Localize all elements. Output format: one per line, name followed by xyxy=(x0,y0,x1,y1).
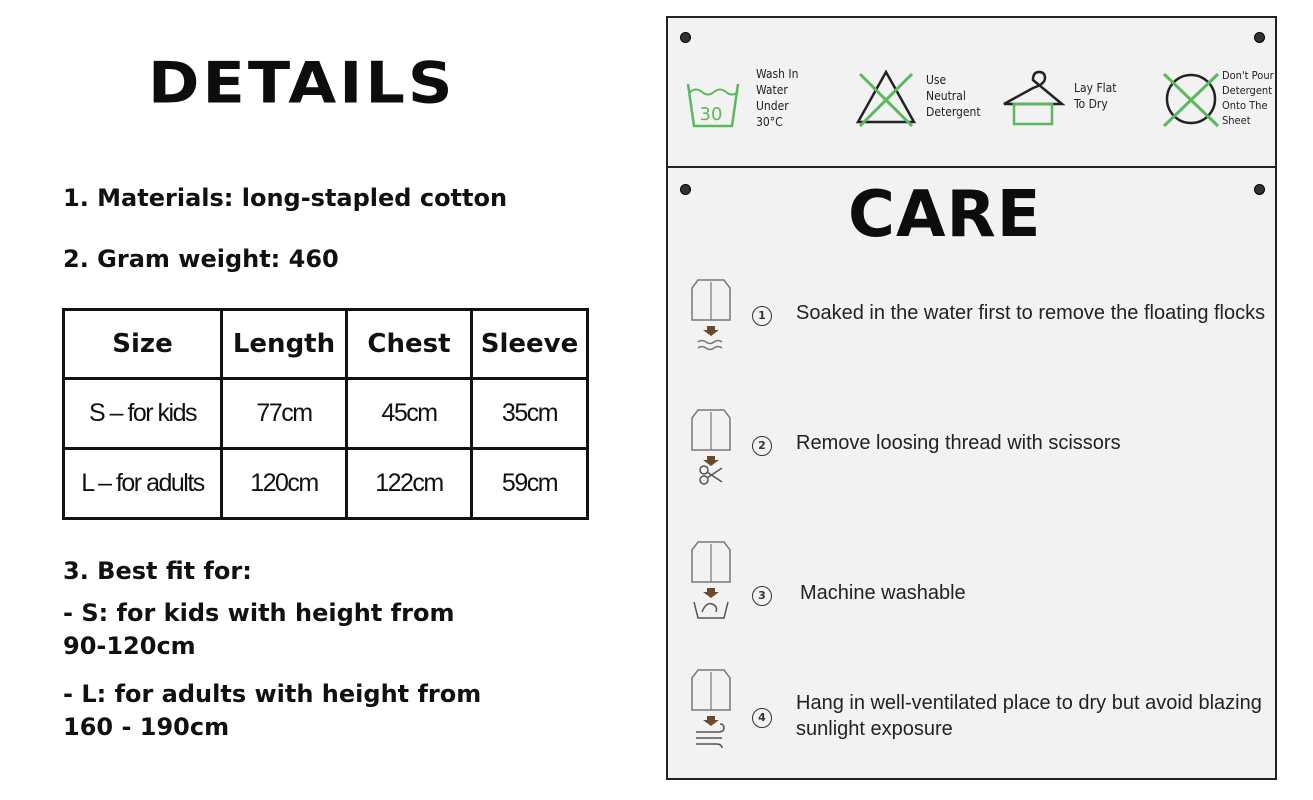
materials-line: 1. Materials: long-stapled cotton xyxy=(63,184,508,212)
step-text: Remove loosing thread with scissors xyxy=(796,432,1121,454)
table-cell: 122cm xyxy=(347,449,472,519)
grommet-hole xyxy=(680,32,691,43)
no-tumble-circle-icon xyxy=(1158,68,1224,130)
step-number: 1 xyxy=(752,306,772,326)
table-header-row xyxy=(64,310,588,379)
table-row xyxy=(64,449,588,519)
step-text: Soaked in the water first to remove the floating flocks xyxy=(796,302,1266,324)
table-cell: 45cm xyxy=(347,379,472,449)
table-cell: 77cm xyxy=(222,379,347,449)
panel-divider xyxy=(668,166,1275,168)
grommet-hole xyxy=(1254,184,1265,195)
gram-weight-line: 2. Gram weight: 460 xyxy=(63,245,339,273)
symbol-label-wash: Wash In Water Under 30°C xyxy=(756,67,799,129)
table-cell: L – for adults xyxy=(64,449,222,519)
step-number: 2 xyxy=(752,436,772,456)
fit-l-line-1: - L: for adults with height from xyxy=(63,680,482,708)
table-header-cell: Sleeve xyxy=(472,310,588,379)
step-text: Hang in well-ventilated place to dry but avoid blazing sunlight exposure xyxy=(796,692,1262,740)
symbol-label-dont-pour: Don't Pour Detergent Onto The Sheet xyxy=(1222,69,1274,127)
grommet-hole xyxy=(1254,32,1265,43)
soak-water-icon xyxy=(688,276,734,356)
best-fit-heading: 3. Best fit for: xyxy=(63,557,252,585)
table-cell: 35cm xyxy=(472,379,588,449)
no-bleach-triangle-icon xyxy=(854,66,918,128)
symbol-label-lay-flat: Lay Flat To Dry xyxy=(1074,81,1117,111)
table-header-cell: Size xyxy=(64,310,222,379)
air-dry-icon xyxy=(688,666,734,750)
details-title: DETAILS xyxy=(148,48,456,117)
scissors-icon xyxy=(688,406,734,486)
fit-l-line-2: 160 - 190cm xyxy=(63,713,230,741)
fit-s-line-1: - S: for kids with height from xyxy=(63,599,455,627)
step-text: Machine washable xyxy=(800,582,966,604)
step-number: 3 xyxy=(752,586,772,606)
table-cell: S – for kids xyxy=(64,379,222,449)
table-header-cell: Chest xyxy=(347,310,472,379)
care-panel xyxy=(666,16,1277,780)
wash-basin-icon xyxy=(684,76,742,132)
wash-temp-badge: 30 xyxy=(699,104,723,125)
fit-s-line-2: 90-120cm xyxy=(63,632,196,660)
machine-wash-icon xyxy=(688,538,734,622)
hanger-icon xyxy=(1000,66,1066,128)
size-table xyxy=(62,308,589,520)
symbol-label-detergent: Use Neutral Detergent xyxy=(926,73,981,119)
grommet-hole xyxy=(680,184,691,195)
step-number: 4 xyxy=(752,708,772,728)
table-header-cell: Length xyxy=(222,310,347,379)
table-cell: 120cm xyxy=(222,449,347,519)
table-cell: 59cm xyxy=(472,449,588,519)
table-row xyxy=(64,379,588,449)
care-title: CARE xyxy=(848,178,1042,252)
